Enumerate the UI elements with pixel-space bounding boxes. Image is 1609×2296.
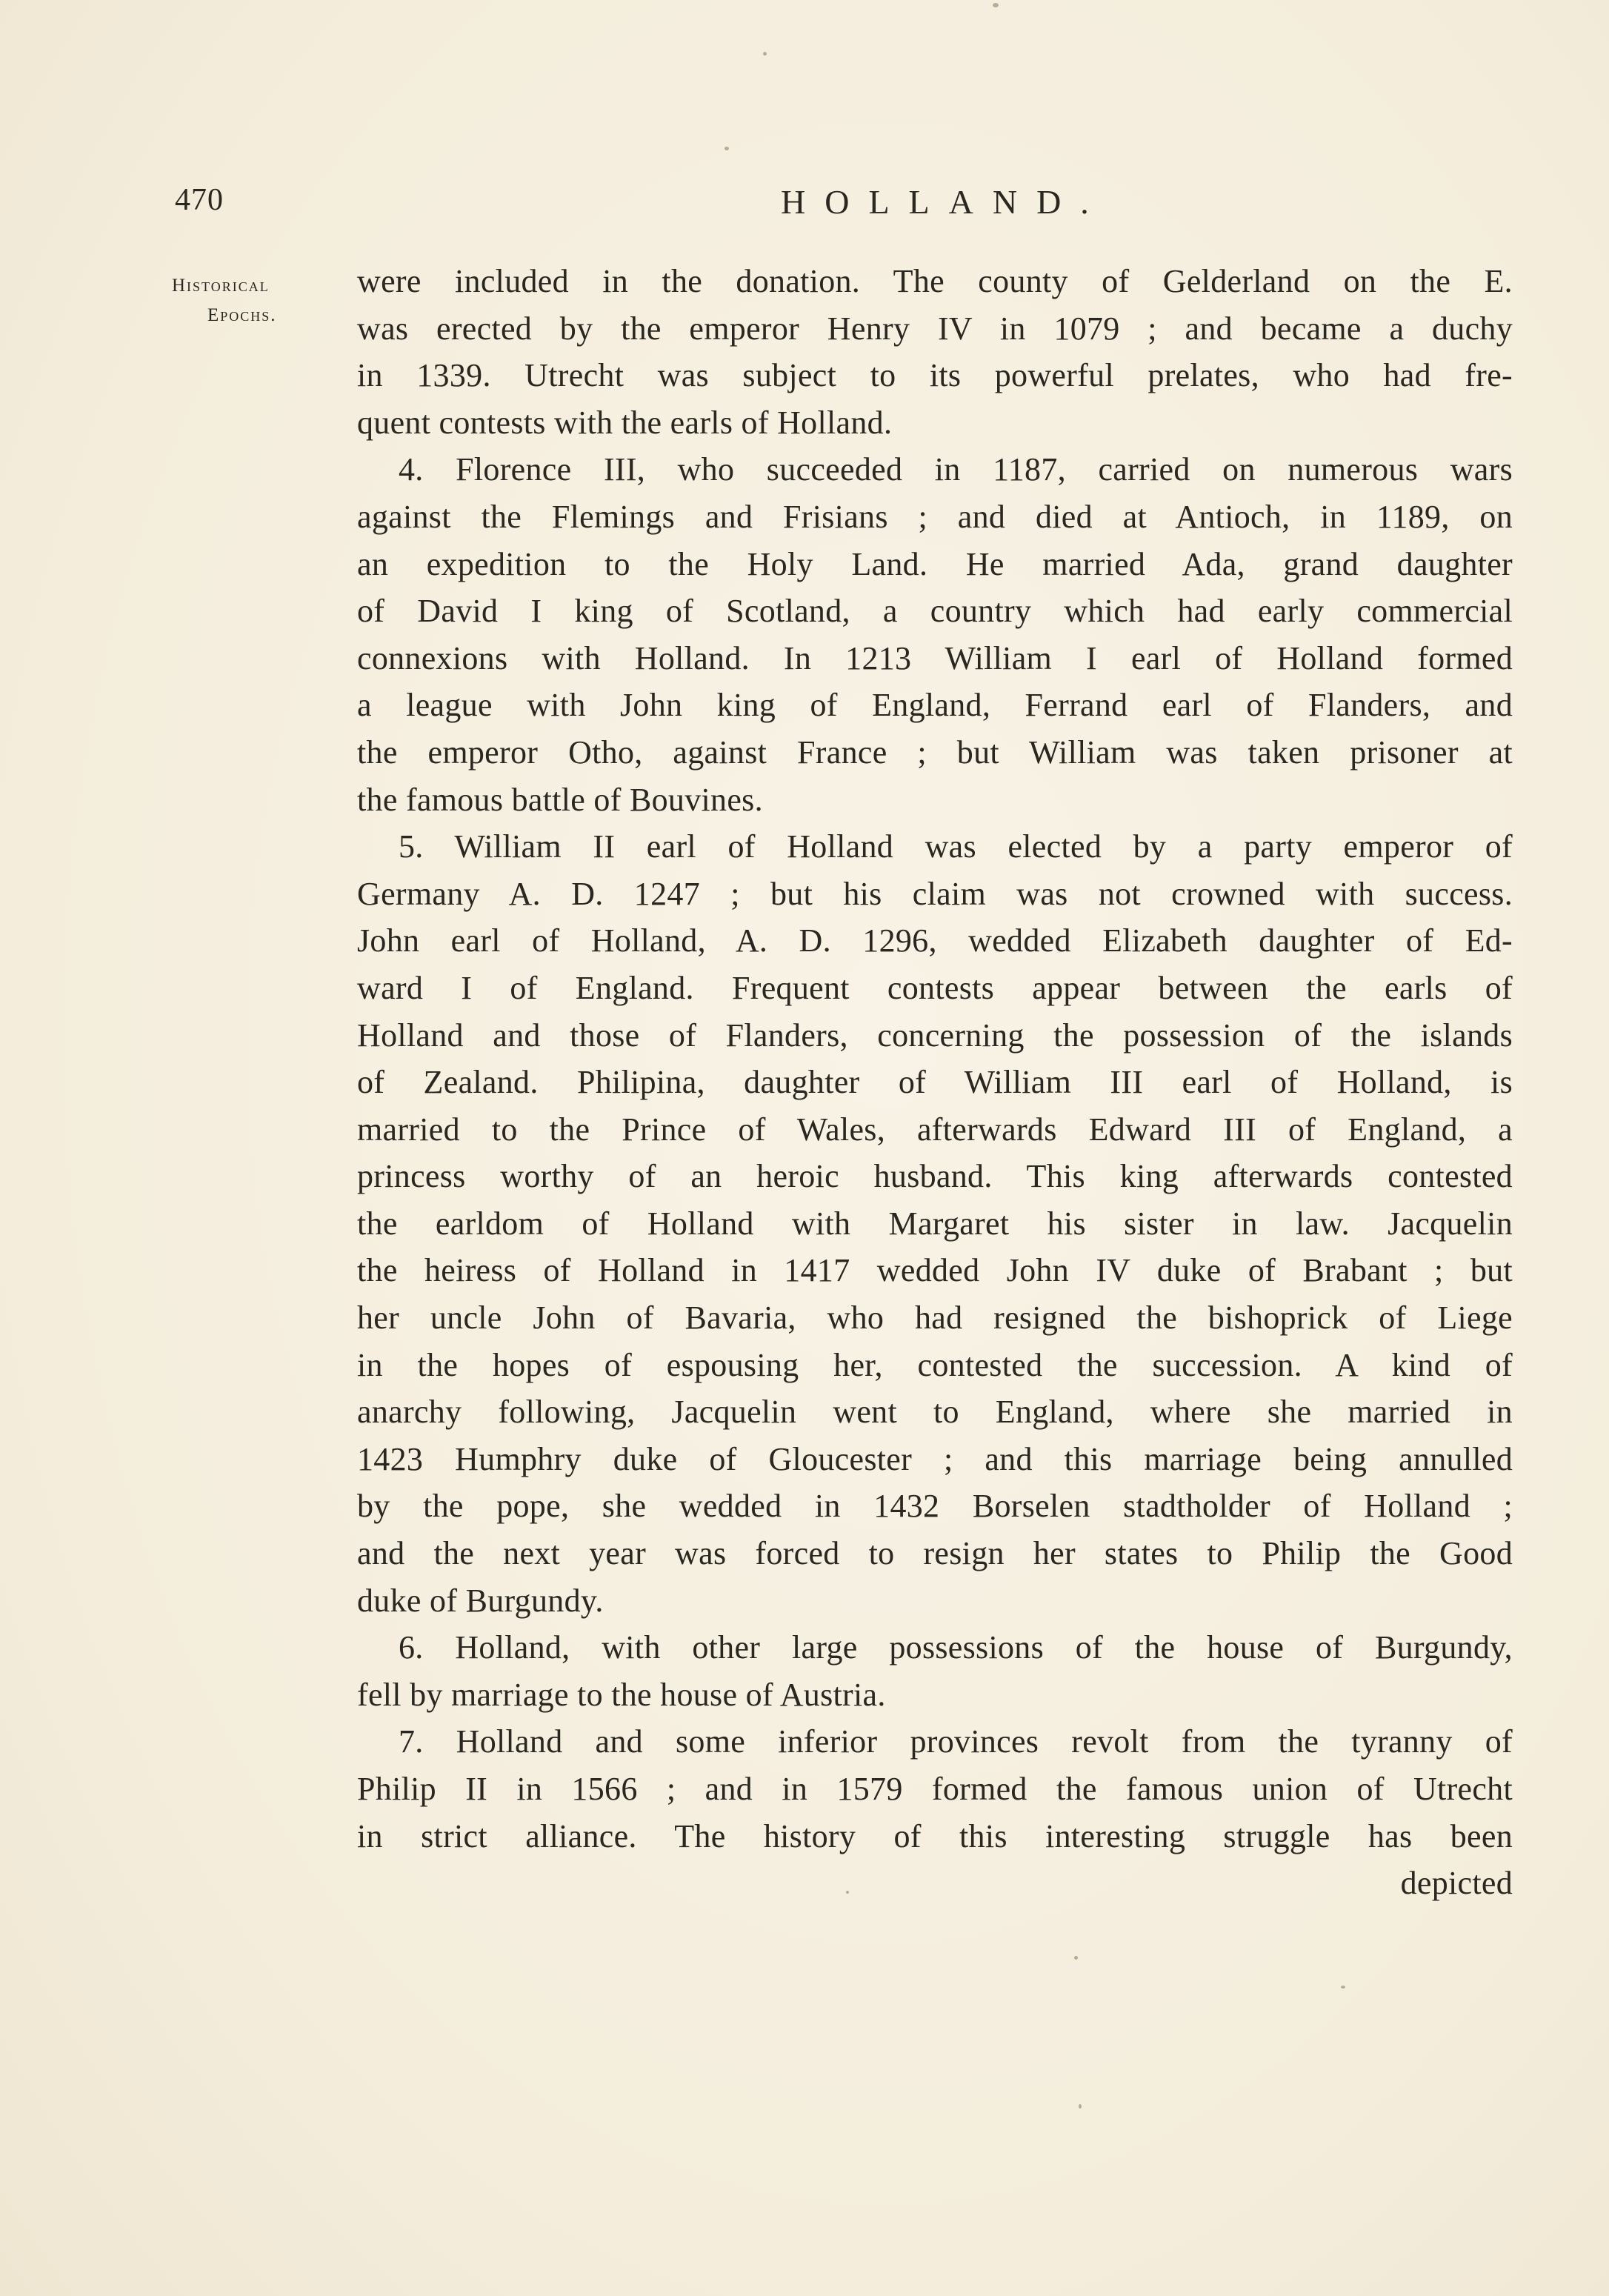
text-line: of Zealand. Philipina, daughter of William III earl of Holland, is <box>357 1064 1513 1101</box>
text-line: princess worthy of an heroic husband. This king afterwards contested <box>357 1158 1513 1195</box>
text-line: and the next year was forced to resign her states to Philip the Good <box>357 1535 1513 1572</box>
text-line: was erected by the emperor Henry IV in 1079 ; and became a duchy <box>357 310 1513 347</box>
text-line: John earl of Holland, A. D. 1296, wedded Elizabeth daughter of Ed- <box>357 922 1513 959</box>
text-line: the heiress of Holland in 1417 wedded John IV duke of Brabant ; but <box>357 1252 1513 1289</box>
text-line: the emperor Otho, against France ; but William was taken prisoner at <box>357 733 1513 771</box>
text-line: by the pope, she wedded in 1432 Borselen stadtholder of Holland ; <box>357 1488 1513 1525</box>
paper-speck <box>846 1891 849 1894</box>
text-line: connexions with Holland. In 1213 William I earl of Holland formed <box>357 639 1513 676</box>
paper-speck <box>993 3 999 7</box>
margin-note <box>172 271 342 330</box>
text-line: in the hopes of espousing her, contested the succession. A kind of <box>357 1346 1513 1383</box>
paper-speck <box>763 52 767 56</box>
text-line: 1423 Humphry duke of Gloucester ; and this marriage being annulled <box>357 1440 1513 1477</box>
paragraph-start-line: 5. William II earl of Holland was elected by a party emperor of <box>399 828 1513 865</box>
text-line: fell by marriage to the house of Austria. <box>357 1676 886 1713</box>
text-line: duke of Burgundy. <box>357 1582 604 1619</box>
text-line: in 1339. Utrecht was subject to its powerful prelates, who had fre- <box>357 357 1513 394</box>
text-line: ward I of England. Frequent contests appear between the earls of <box>357 969 1513 1006</box>
margin-note-line: Historical <box>172 276 270 296</box>
paragraph-start-line: 7. Holland and some inferior provinces revolt from the tyranny of <box>399 1723 1513 1760</box>
paper-speck <box>724 147 729 150</box>
catchword: depicted <box>1400 1865 1513 1902</box>
text-line: her uncle John of Bavaria, who had resigned the bishoprick of Liege <box>357 1300 1513 1337</box>
text-line: married to the Prince of Wales, afterwards Edward III of England, a <box>357 1111 1513 1148</box>
text-line: Germany A. D. 1247 ; but his claim was not crowned with success. <box>357 875 1513 912</box>
text-line: of David I king of Scotland, a country which had early commercial <box>357 593 1513 630</box>
text-line: quent contests with the earls of Holland. <box>357 404 893 441</box>
text-line: an expedition to the Holy Land. He married Ada, grand daughter <box>357 545 1513 582</box>
page-number: 470 <box>175 183 224 217</box>
text-line: anarchy following, Jacquelin went to England, where she married in <box>357 1394 1513 1431</box>
margin-note-line: Epochs. <box>207 305 277 325</box>
body-text <box>357 258 1513 1907</box>
running-head: HOLLAND. <box>781 183 1108 221</box>
text-line: were included in the donation. The county of Gelderland on the E. <box>357 263 1513 299</box>
paragraph-start-line: 4. Florence III, who succeeded in 1187, carried on numerous wars <box>399 451 1513 488</box>
paper-speck <box>1079 2104 1082 2109</box>
text-line: against the Flemings and Frisians ; and died at Antioch, in 1189, on <box>357 498 1513 535</box>
text-line: Philip II in 1566 ; and in 1579 formed the famous union of Utrecht <box>357 1771 1513 1807</box>
paragraph-start-line: 6. Holland, with other large possessions of the house of Burgundy, <box>399 1629 1513 1666</box>
text-line: the famous battle of Bouvines. <box>357 781 763 818</box>
text-line: Holland and those of Flanders, concerning the possession of the islands <box>357 1016 1513 1054</box>
text-line: a league with John king of England, Ferrand earl of Flanders, and <box>357 687 1513 724</box>
paper-speck <box>1074 1956 1078 1960</box>
text-line: the earldom of Holland with Margaret his sister in law. Jacquelin <box>357 1205 1513 1242</box>
text-line: in strict alliance. The history of this interesting struggle has been <box>357 1817 1513 1854</box>
paper-speck <box>1341 1986 1345 1989</box>
